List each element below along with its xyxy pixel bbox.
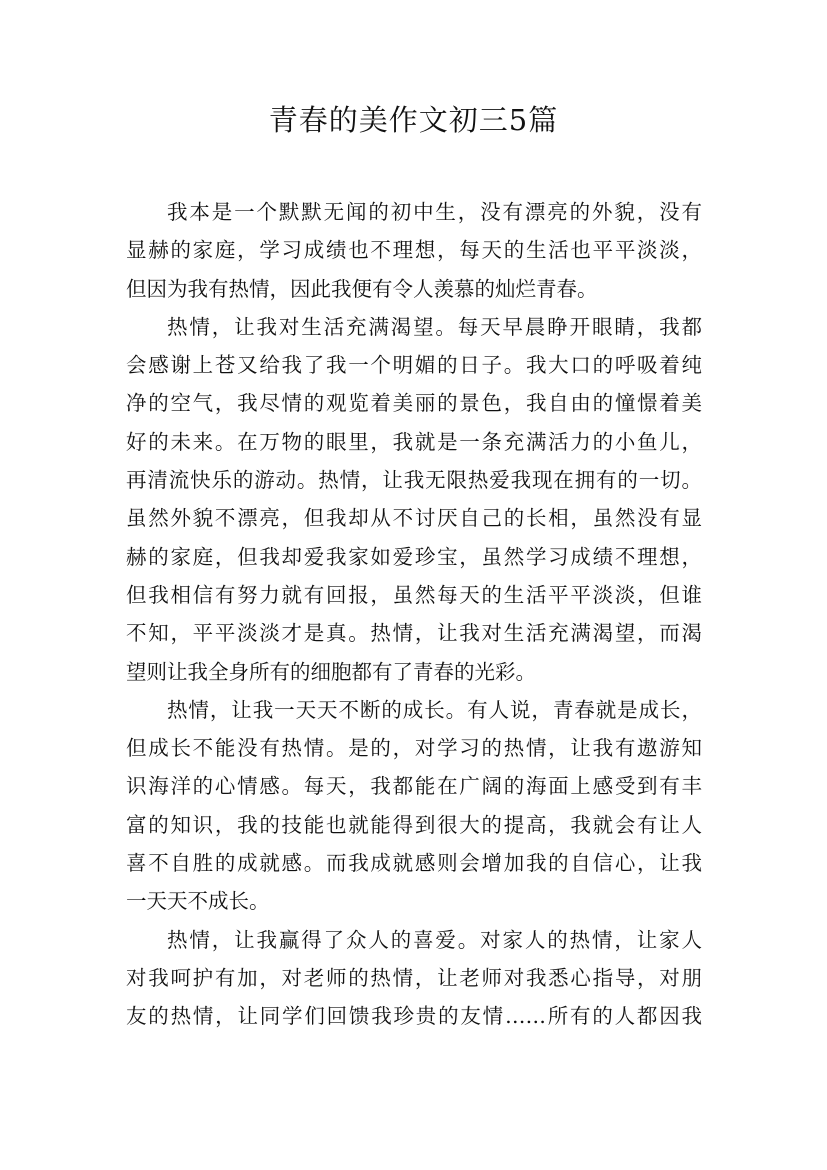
text-line: 富的知识，我的技能也就能得到很大的提高，我就会有让人 [126,812,702,837]
document-title: 青春的美作文初三5篇 [268,103,559,137]
text-line: 热情，让我赢得了众人的喜爱。对家人的热情，让家人 [167,927,702,952]
text-line: 显赫的家庭，学习成绩也不理想，每天的生活也平平淡淡， [126,238,702,263]
text-line: 不知，平平淡淡才是真。热情，让我对生活充满渴望，而渴 [126,621,702,646]
text-line: 但因为我有热情，因此我便有令人羡慕的灿烂青春。 [126,276,598,301]
text-line: 我本是一个默默无闻的初中生，没有漂亮的外貌，没有 [167,200,702,224]
text-line: 再清流快乐的游动。热情，让我无限热爱我现在拥有的一切。 [126,468,702,493]
text-line: 识海洋的心情感。每天，我都能在广阔的海面上感受到有丰 [126,774,702,799]
text-line: 会感谢上苍又给我了我一个明媚的日子。我大口的呼吸着纯 [126,353,702,378]
text-line: 虽然外貌不漂亮，但我却从不讨厌自己的长相，虽然没有显 [126,506,702,531]
text-line: 友的热情，让同学们回馈我珍贵的友情……所有的人都因我 [126,1004,702,1029]
text-line: 热情，让我对生活充满渴望。每天早晨睁开眼睛，我都 [167,314,702,339]
text-line: 热情，让我一天天不断的成长。有人说，青春就是成长， [167,697,702,722]
document-body [126,193,702,1036]
text-line: 对我呵护有加，对老师的热情，让老师对我悉心指导，对朋 [126,965,702,990]
text-line: 喜不自胜的成就感。而我成就感则会增加我的自信心，让我 [126,851,702,876]
text-line: 好的未来。在万物的眼里，我就是一条充满活力的小鱼儿， [126,429,702,454]
text-line: 一天天不成长。 [126,889,270,914]
text-line: 赫的家庭，但我却爱我家如爱珍宝，虽然学习成绩不理想， [126,544,702,569]
text-line: 但成长不能没有热情。是的，对学习的热情，让我有遨游知 [126,736,702,761]
text-line: 望则让我全身所有的细胞都有了青春的光彩。 [126,659,536,684]
text-line: 净的空气，我尽情的观览着美丽的景色，我自由的憧憬着美 [126,391,702,416]
text-line: 但我相信有努力就有回报，虽然每天的生活平平淡淡，但谁 [126,582,702,607]
